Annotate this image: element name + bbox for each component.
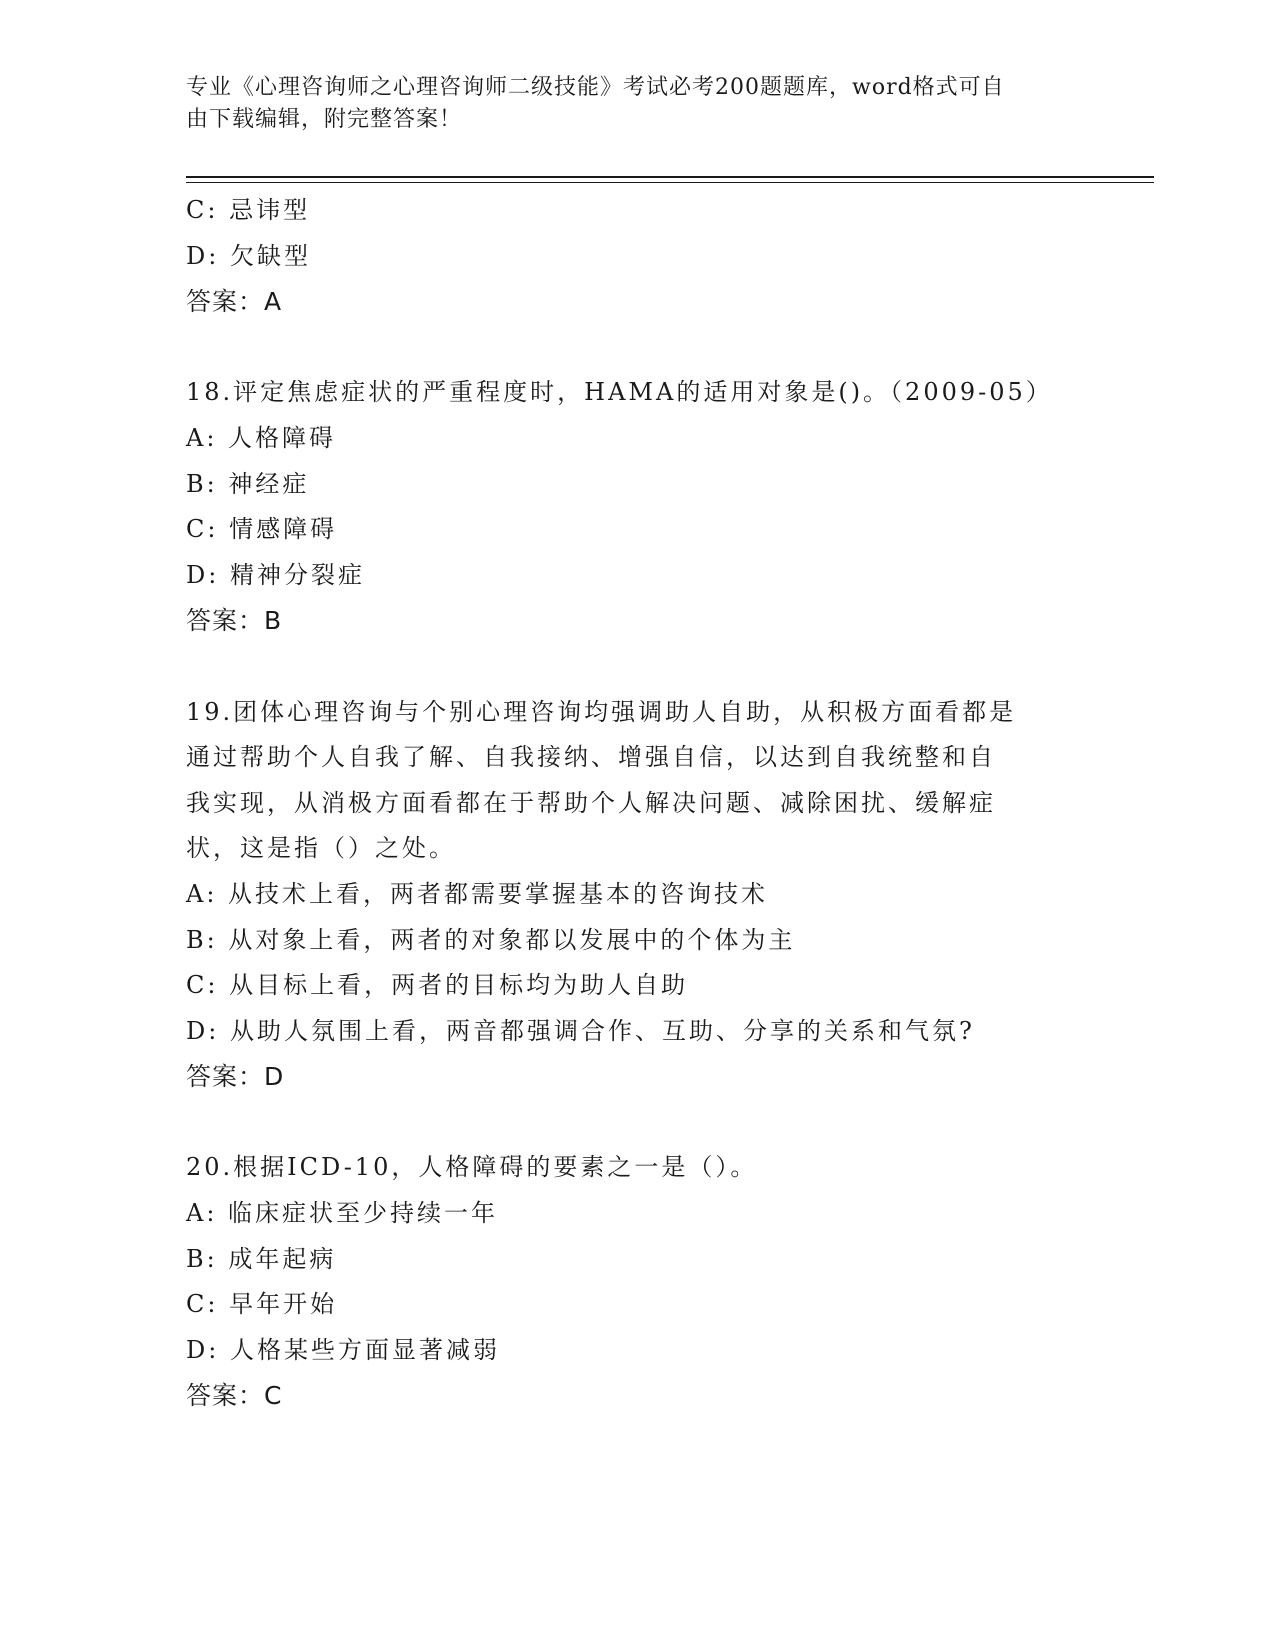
option-a: A: 从技术上看，两者都需要掌握基本的咨询技术 [186, 879, 769, 908]
question-stem: 20.根据ICD-10，人格障碍的要素之一是（）。 [186, 1153, 758, 1182]
question-content [186, 188, 1086, 1419]
answer-line: 答案：C [186, 1381, 283, 1411]
option-c: C: 忌讳型 [186, 196, 311, 224]
option-c: C: 情感障碍 [186, 515, 338, 544]
option-d: D: 从助人氛围上看，两音都强调合作、互助、分享的关系和气氛? [186, 1016, 975, 1045]
question-stem-line-4: 状，这是指（）之处。 [186, 834, 456, 863]
document-header [186, 72, 1066, 136]
answer-line: 答案：D [186, 1062, 285, 1092]
spacer [186, 644, 1086, 690]
question-stem-line-3: 我实现，从消极方面看都在于帮助个人解决问题、减除困扰、缓解症 [186, 788, 996, 817]
spacer [186, 1100, 1086, 1146]
option-b: B: 从对象上看，两者的对象都以发展中的个体为主 [186, 925, 796, 954]
option-a: A: 人格障碍 [186, 423, 337, 452]
answer-line: 答案：B [186, 606, 283, 636]
question-stem-line-1: 19.团体心理咨询与个别心理咨询均强调助人自助，从积极方面看都是 [186, 697, 1017, 726]
answer-line: 答案：A [186, 287, 283, 317]
header-line-1: 专业《心理咨询师之心理咨询师二级技能》考试必考200题题库，word格式可自 [186, 75, 1005, 100]
option-d: D: 精神分裂症 [186, 560, 365, 589]
option-b: B: 神经症 [186, 469, 310, 498]
header-divider-thick [186, 176, 1154, 178]
header-line-2: 由下载编辑，附完整答案！ [186, 107, 463, 132]
question-stem-line-2: 通过帮助个人自我了解、自我接纳、增强自信，以达到自我统整和自 [186, 743, 996, 772]
option-b: B: 成年起病 [186, 1244, 337, 1273]
question-block-19 [186, 690, 1086, 1100]
option-d: D: 人格某些方面显著减弱 [186, 1335, 500, 1364]
option-c: C: 早年开始 [186, 1290, 338, 1319]
question-block-prev [186, 188, 1086, 325]
question-stem: 18.评定焦虑症状的严重程度时，HAMA的适用对象是()。（2009-05） [186, 378, 1053, 407]
header-divider-thin [186, 182, 1154, 183]
option-d: D: 欠缺型 [186, 241, 311, 270]
question-block-18 [186, 370, 1086, 644]
option-a: A: 临床症状至少持续一年 [186, 1199, 499, 1228]
spacer [186, 325, 1086, 371]
option-c: C: 从目标上看，两者的目标均为助人自助 [186, 971, 689, 1000]
question-block-20 [186, 1145, 1086, 1419]
